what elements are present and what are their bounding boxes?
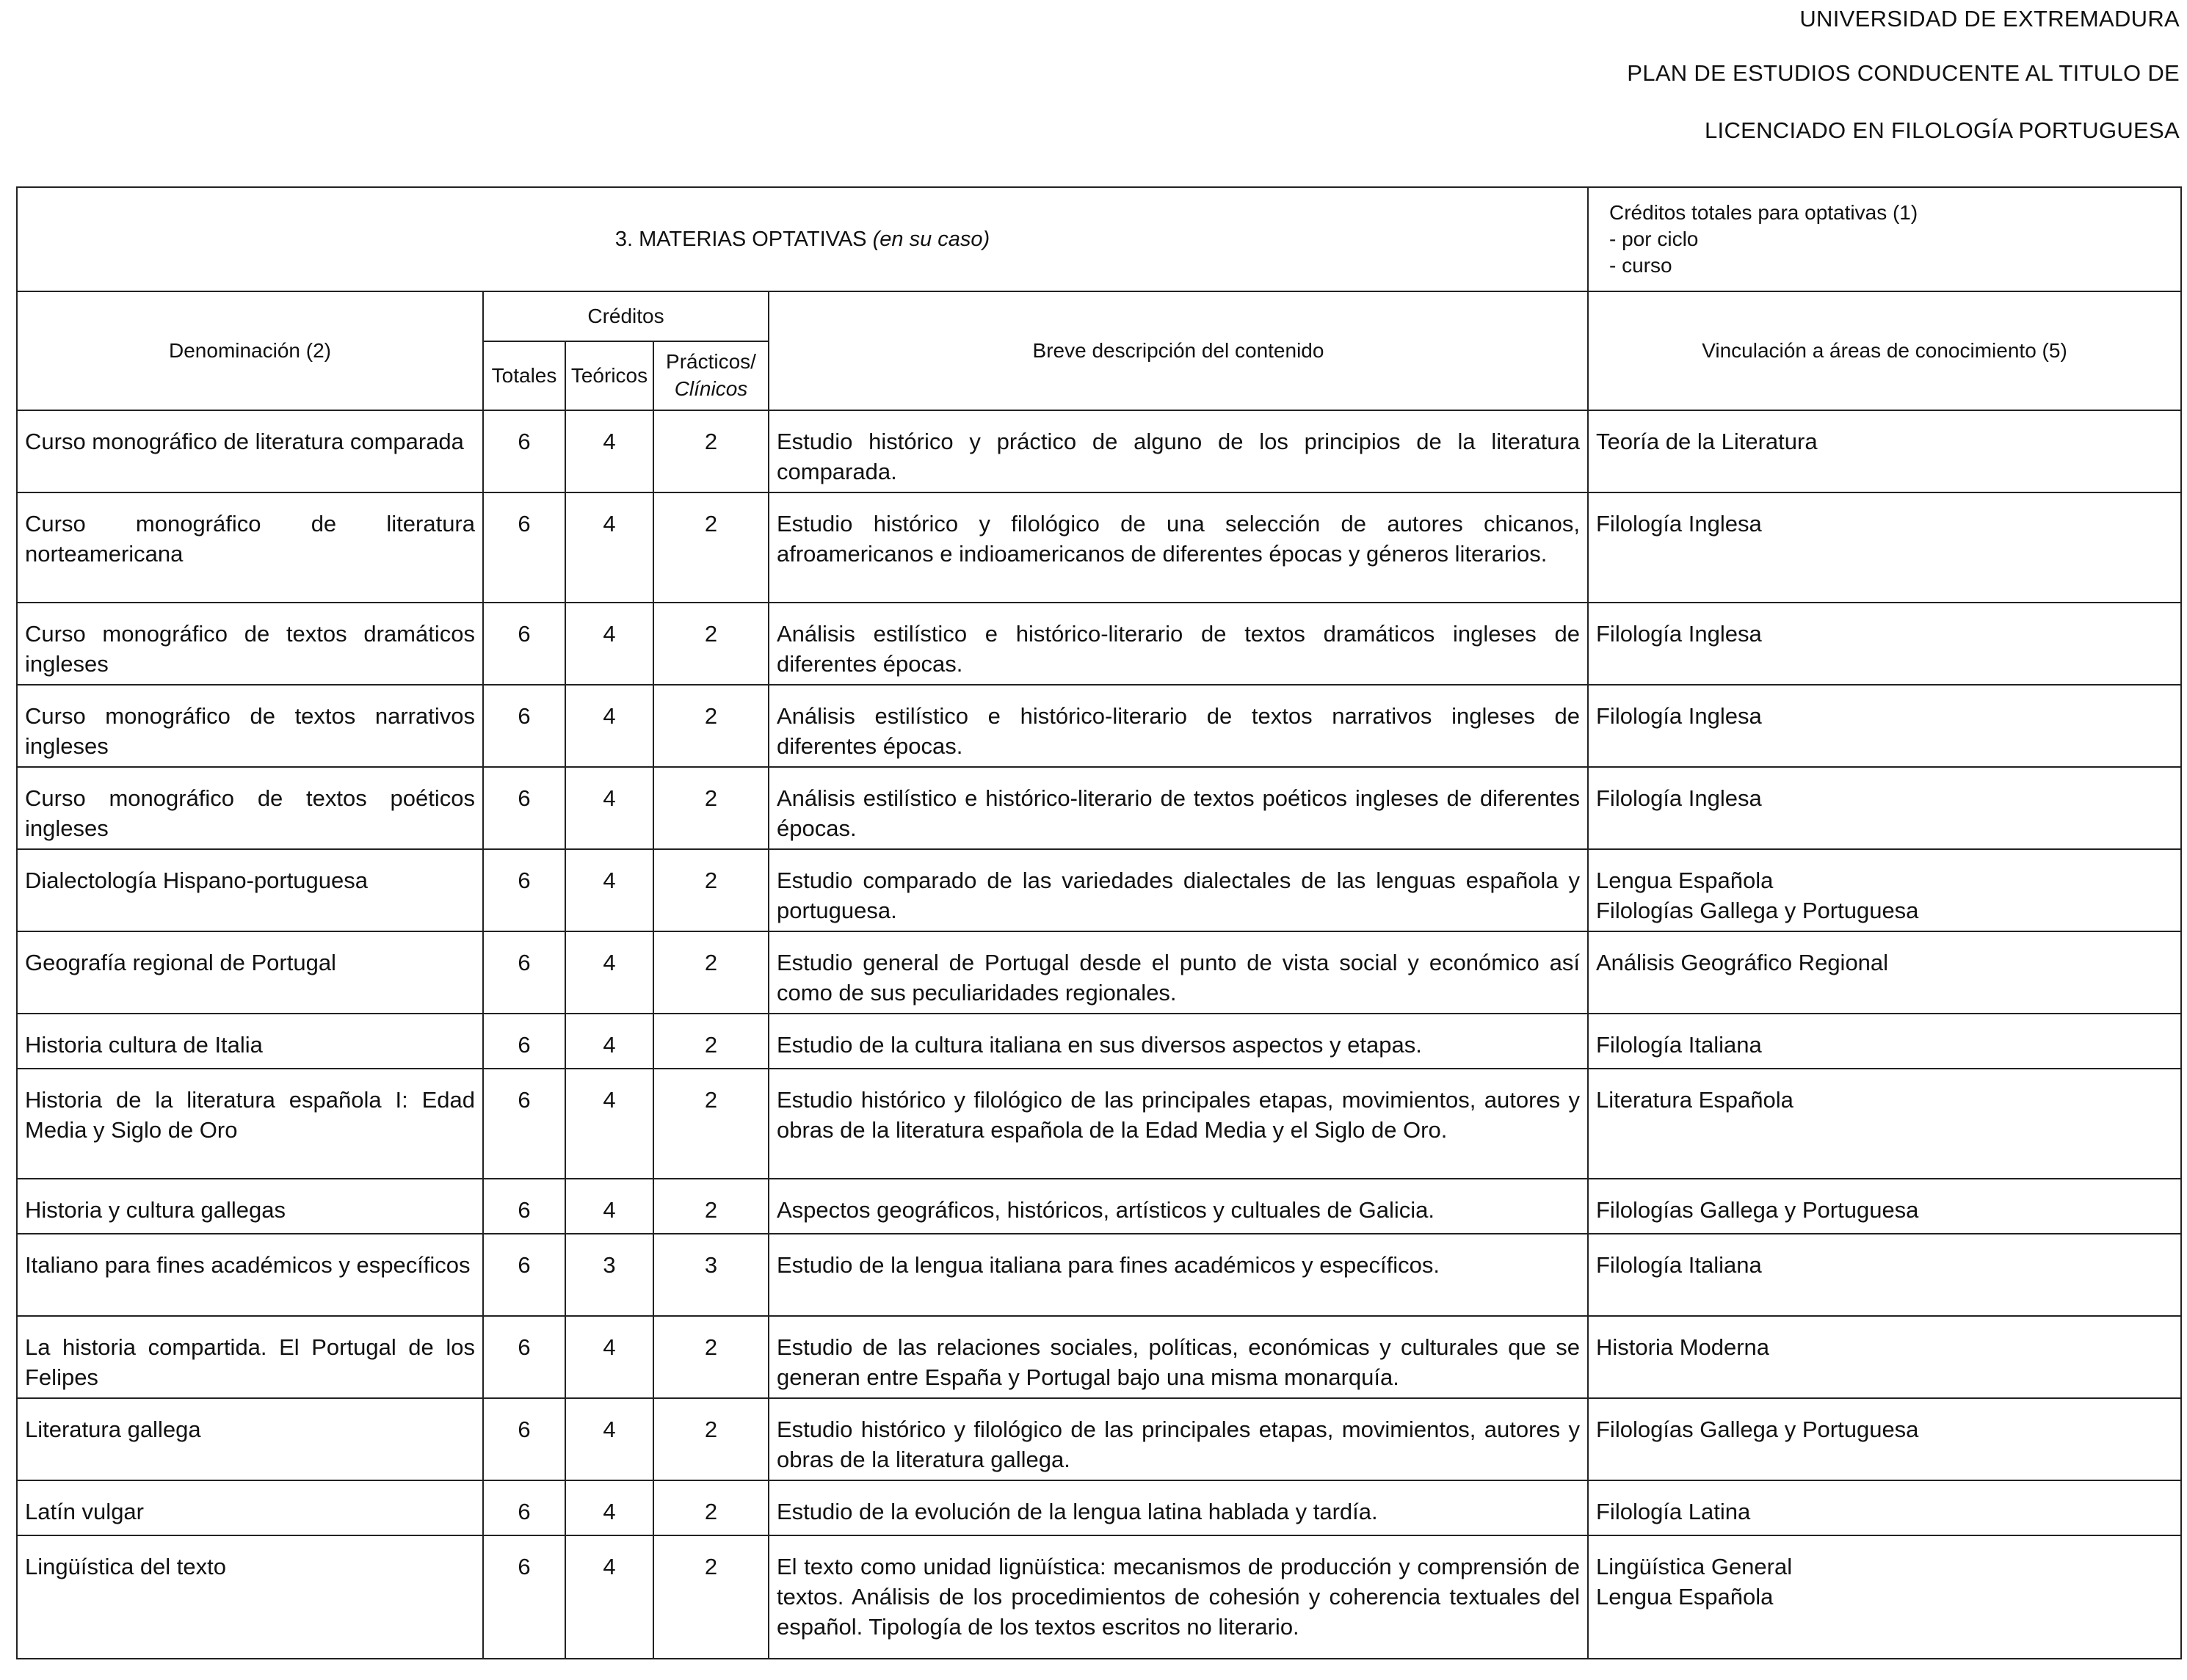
table-row: [17, 1069, 2181, 1179]
credits-practicos: 2: [653, 1316, 769, 1398]
knowledge-areas: [1588, 1234, 2181, 1316]
col-header-creditos: Créditos: [483, 291, 769, 341]
subject-name: Curso monográfico de literatura comparada: [17, 410, 483, 492]
credits-totales: 6: [483, 685, 565, 767]
subject-name: Curso monográfico de textos narrativos ingleses: [17, 685, 483, 767]
knowledge-areas: [1588, 931, 2181, 1014]
credits-totales: 6: [483, 1014, 565, 1069]
header-plan: PLAN DE ESTUDIOS CONDUCENTE AL TITULO DE: [1627, 60, 2180, 86]
credits-practicos: 2: [653, 1014, 769, 1069]
subject-description: Estudio general de Portugal desde el punto de vista social y económico así como de sus peculiaridades regionales.: [769, 931, 1588, 1014]
subject-name: Curso monográfico de literatura norteamericana: [17, 492, 483, 603]
optativas-table: [16, 186, 2182, 1659]
subject-description: El texto como unidad lignüística: mecanismos de producción y comprensión de textos. Análisis de los procedimientos de cohesión y coherencia textuales del español. Tipología de los textos escritos no literario.: [769, 1535, 1588, 1659]
credits-teoricos: 4: [565, 1480, 653, 1535]
table-row: [17, 410, 2181, 492]
table-row: [17, 1014, 2181, 1069]
subject-name: Curso monográfico de textos poéticos ingleses: [17, 767, 483, 849]
credits-practicos: 2: [653, 1480, 769, 1535]
table-row: [17, 931, 2181, 1014]
subject-description: Estudio histórico y filológico de una selección de autores chicanos, afroamericanos e indioamericanos de diferentes épocas y géneros literarios.: [769, 492, 1588, 603]
knowledge-area: Filología Inglesa: [1596, 511, 1762, 537]
subject-name: Italiano para fines académicos y específicos: [17, 1234, 483, 1316]
knowledge-area: Lingüística General: [1596, 1554, 1793, 1579]
table-row: [17, 767, 2181, 849]
subject-name: Dialectología Hispano-portuguesa: [17, 849, 483, 931]
credits-teoricos: 4: [565, 931, 653, 1014]
subject-description: Estudio de la cultura italiana en sus diversos aspectos y etapas.: [769, 1014, 1588, 1069]
knowledge-areas: [1588, 492, 2181, 603]
subject-name: Lingüística del texto: [17, 1535, 483, 1659]
credits-practicos: 2: [653, 1398, 769, 1480]
credits-totales: 6: [483, 1480, 565, 1535]
credits-practicos: 2: [653, 931, 769, 1014]
knowledge-area: Filologías Gallega y Portuguesa: [1596, 897, 1919, 923]
subject-description: Estudio comparado de las variedades dialectales de las lenguas española y portuguesa.: [769, 849, 1588, 931]
col-header-practicos-line1: Prácticos/: [666, 350, 756, 374]
credits-totales: 6: [483, 767, 565, 849]
credits-teoricos: 3: [565, 1234, 653, 1316]
table-row: [17, 492, 2181, 603]
subject-description: Análisis estilístico e histórico-literario de textos dramáticos ingleses de diferentes épocas.: [769, 603, 1588, 685]
credits-totales: 6: [483, 603, 565, 685]
knowledge-area: Teoría de la Literatura: [1596, 429, 1818, 454]
table-title: [17, 187, 1588, 291]
table-row: [17, 685, 2181, 767]
credits-practicos: 3: [653, 1234, 769, 1316]
knowledge-areas: [1588, 1398, 2181, 1480]
credits-teoricos: 4: [565, 1014, 653, 1069]
knowledge-areas: [1588, 1069, 2181, 1179]
subject-name: Geografía regional de Portugal: [17, 931, 483, 1014]
subject-description: Estudio histórico y práctico de alguno de los principios de la literatura comparada.: [769, 410, 1588, 492]
table-row: [17, 1316, 2181, 1398]
knowledge-areas: [1588, 1480, 2181, 1535]
col-header-practicos: [653, 341, 769, 410]
knowledge-area: Análisis Geográfico Regional: [1596, 950, 1889, 975]
credits-totales: 6: [483, 1535, 565, 1659]
subject-description: Análisis estilístico e histórico-literario de textos poéticos ingleses de diferentes épocas.: [769, 767, 1588, 849]
total-credits-per-course: - curso: [1609, 253, 1672, 277]
subject-description: Estudio histórico y filológico de las principales etapas, movimientos, autores y obras de la literatura gallega.: [769, 1398, 1588, 1480]
credits-teoricos: 4: [565, 410, 653, 492]
table-title-main: 3. MATERIAS OPTATIVAS: [614, 227, 867, 251]
credits-teoricos: 4: [565, 767, 653, 849]
knowledge-area: Lengua Española: [1596, 1583, 1774, 1610]
credits-practicos: 2: [653, 1535, 769, 1659]
knowledge-area: Filologías Gallega y Portuguesa: [1596, 1197, 1919, 1223]
table-row: [17, 1535, 2181, 1659]
credits-totales: 6: [483, 849, 565, 931]
knowledge-area: Filología Inglesa: [1596, 621, 1762, 647]
knowledge-area: Historia Moderna: [1596, 1334, 1770, 1360]
knowledge-area: Filologías Gallega y Portuguesa: [1596, 1417, 1919, 1442]
col-header-practicos-line2: Clínicos: [674, 377, 748, 400]
credits-totales: 6: [483, 1179, 565, 1234]
subject-name: Historia y cultura gallegas: [17, 1179, 483, 1234]
credits-totales: 6: [483, 410, 565, 492]
credits-teoricos: 4: [565, 603, 653, 685]
knowledge-areas: [1588, 603, 2181, 685]
credits-practicos: 2: [653, 849, 769, 931]
subject-name: Curso monográfico de textos dramáticos ingleses: [17, 603, 483, 685]
subject-name: Latín vulgar: [17, 1480, 483, 1535]
col-header-teoricos: Teóricos: [565, 341, 653, 410]
total-credits-per-cycle: - por ciclo: [1609, 228, 1699, 251]
table-body: [17, 410, 2181, 1659]
knowledge-area: Lengua Española: [1596, 868, 1774, 893]
knowledge-areas: [1588, 410, 2181, 492]
credits-practicos: 2: [653, 1069, 769, 1179]
subject-description: Estudio de la lengua italiana para fines académicos y específicos.: [769, 1234, 1588, 1316]
credits-teoricos: 4: [565, 685, 653, 767]
subject-description: Aspectos geográficos, históricos, artísticos y cultuales de Galicia.: [769, 1179, 1588, 1234]
credits-totales: 6: [483, 1234, 565, 1316]
knowledge-area: Filología Italiana: [1596, 1252, 1762, 1278]
credits-practicos: 2: [653, 685, 769, 767]
credits-practicos: 2: [653, 410, 769, 492]
col-header-vinculacion: Vinculación a áreas de conocimiento (5): [1588, 291, 2181, 410]
table-row: [17, 1179, 2181, 1234]
credits-teoricos: 4: [565, 492, 653, 603]
knowledge-areas: [1588, 767, 2181, 849]
table-row: [17, 1480, 2181, 1535]
credits-teoricos: 4: [565, 1398, 653, 1480]
table-row: [17, 1398, 2181, 1480]
credits-teoricos: 4: [565, 849, 653, 931]
table-title-row: [17, 187, 2181, 291]
knowledge-area: Filología Inglesa: [1596, 703, 1762, 729]
subject-description: Estudio de las relaciones sociales, políticas, económicas y culturales que se generan entre España y Portugal bajo una misma monarquía.: [769, 1316, 1588, 1398]
knowledge-areas: [1588, 1179, 2181, 1234]
credits-totales: 6: [483, 1069, 565, 1179]
knowledge-areas: [1588, 1014, 2181, 1069]
knowledge-areas: [1588, 1535, 2181, 1659]
header-university: UNIVERSIDAD DE EXTREMADURA: [1799, 6, 2180, 32]
col-header-totales: Totales: [483, 341, 565, 410]
credits-practicos: 2: [653, 603, 769, 685]
credits-totales: 6: [483, 492, 565, 603]
total-credits-box: [1588, 187, 2181, 291]
knowledge-area: Filología Italiana: [1596, 1032, 1762, 1058]
table-row: [17, 849, 2181, 931]
credits-teoricos: 4: [565, 1316, 653, 1398]
knowledge-areas: [1588, 849, 2181, 931]
knowledge-areas: [1588, 1316, 2181, 1398]
col-header-denominacion: Denominación (2): [17, 291, 483, 410]
column-header-row-1: [17, 291, 2181, 341]
subject-name: Literatura gallega: [17, 1398, 483, 1480]
total-credits-label: Créditos totales para optativas (1): [1609, 201, 1918, 225]
credits-practicos: 2: [653, 1179, 769, 1234]
table-row: [17, 603, 2181, 685]
knowledge-area: Literatura Española: [1596, 1087, 1794, 1113]
knowledge-area: Filología Inglesa: [1596, 785, 1762, 811]
subject-name: Historia cultura de Italia: [17, 1014, 483, 1069]
subject-name: La historia compartida. El Portugal de los Felipes: [17, 1316, 483, 1398]
credits-practicos: 2: [653, 767, 769, 849]
credits-teoricos: 4: [565, 1069, 653, 1179]
header-degree: LICENCIADO EN FILOLOGÍA PORTUGUESA: [1704, 117, 2180, 143]
credits-totales: 6: [483, 1398, 565, 1480]
credits-teoricos: 4: [565, 1535, 653, 1659]
table-title-note: (en su caso): [872, 227, 990, 251]
credits-totales: 6: [483, 931, 565, 1014]
subject-description: Análisis estilístico e histórico-literario de textos narrativos ingleses de diferentes épocas.: [769, 685, 1588, 767]
credits-teoricos: 4: [565, 1179, 653, 1234]
knowledge-areas: [1588, 685, 2181, 767]
subject-description: Estudio de la evolución de la lengua latina hablada y tardía.: [769, 1480, 1588, 1535]
credits-practicos: 2: [653, 492, 769, 603]
table-row: [17, 1234, 2181, 1316]
subject-name: Historia de la literatura española I: Edad Media y Siglo de Oro: [17, 1069, 483, 1179]
subject-description: Estudio histórico y filológico de las principales etapas, movimientos, autores y obras de la literatura española de la Edad Media y el Siglo de Oro.: [769, 1069, 1588, 1179]
credits-totales: 6: [483, 1316, 565, 1398]
knowledge-area: Filología Latina: [1596, 1499, 1751, 1524]
col-header-descripcion: Breve descripción del contenido: [769, 291, 1588, 410]
